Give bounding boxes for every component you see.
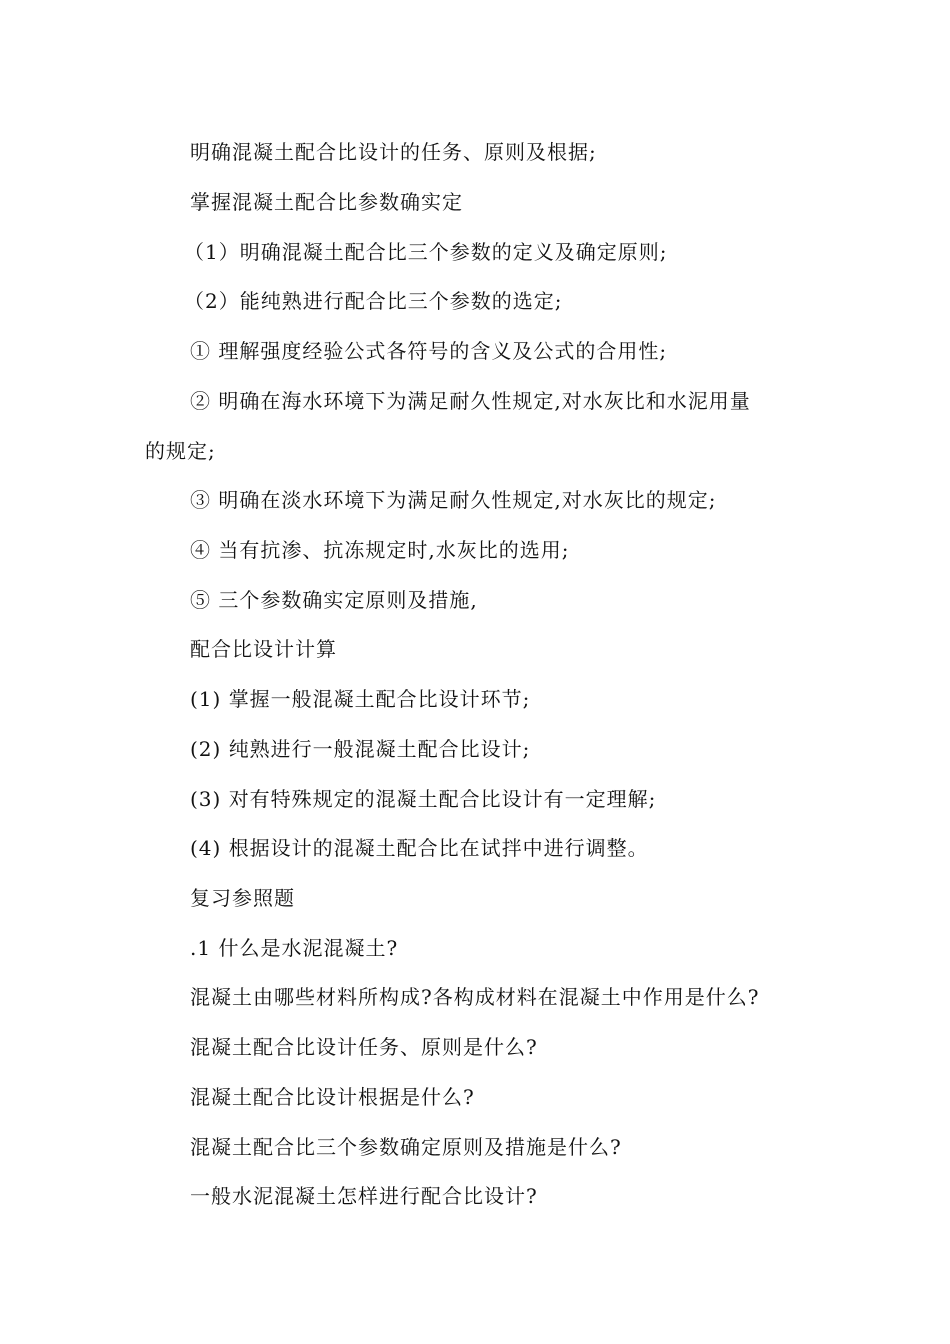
text-line: (1) 掌握一般混凝土配合比设计环节;	[190, 687, 531, 711]
text-line: 一般水泥混凝土怎样进行配合比设计?	[190, 1184, 538, 1208]
text-line: ④ 当有抗渗、抗冻规定时,水灰比的选用;	[190, 538, 570, 562]
text-line: 复习参照题	[190, 886, 295, 910]
text-line: ① 理解强度经验公式各符号的含义及公式的合用性;	[190, 339, 668, 363]
text-line: (2) 纯熟进行一般混凝土配合比设计;	[190, 737, 531, 761]
text-line: .1 什么是水泥混凝土?	[190, 936, 399, 960]
text-line: （2）能纯熟进行配合比三个参数的选定;	[184, 289, 563, 313]
text-line: 混凝土由哪些材料所构成?各构成材料在混凝土中作用是什么?	[190, 985, 760, 1009]
text-line: 混凝土配合比三个参数确定原则及措施是什么?	[190, 1135, 622, 1159]
text-line: 混凝土配合比设计任务、原则是什么?	[190, 1035, 538, 1059]
text-line: ⑤ 三个参数确实定原则及措施,	[190, 588, 478, 612]
text-line: 混凝土配合比设计根据是什么?	[190, 1085, 475, 1109]
text-line: 明确混凝土配合比设计的任务、原则及根据;	[190, 140, 597, 164]
text-line: (4) 根据设计的混凝土配合比在试拌中进行调整。	[190, 836, 649, 860]
text-line: (3) 对有特殊规定的混凝土配合比设计有一定理解;	[190, 787, 657, 811]
text-line: ③ 明确在淡水环境下为满足耐久性规定,对水灰比的规定;	[190, 488, 717, 512]
text-line: ② 明确在海水环境下为满足耐久性规定,对水灰比和水泥用量	[190, 389, 751, 413]
text-line: 的规定;	[145, 439, 216, 463]
text-line: 掌握混凝土配合比参数确实定	[190, 190, 463, 214]
text-line: （1）明确混凝土配合比三个参数的定义及确定原则;	[184, 240, 668, 264]
text-line: 配合比设计计算	[190, 637, 337, 661]
